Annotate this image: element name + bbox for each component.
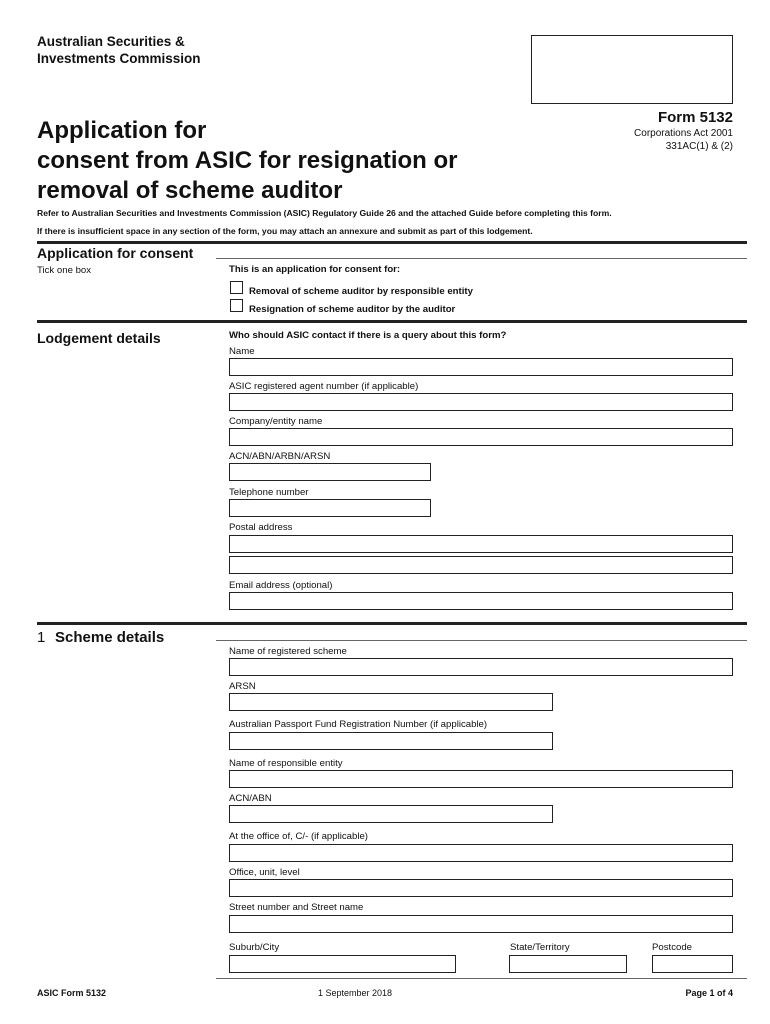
name-label: Name: [229, 346, 255, 357]
acn-label: ACN/ABN/ARBN/ARSN: [229, 451, 331, 462]
footer-form-code: ASIC Form 5132: [37, 988, 107, 998]
postal-label: Postal address: [229, 522, 293, 533]
email-input[interactable]: [229, 592, 733, 610]
agent-number-label: ASIC registered agent number (if applicable): [229, 381, 419, 392]
company-label: Company/entity name: [229, 416, 323, 427]
section-number: 1: [37, 629, 46, 646]
acn-abn-input[interactable]: [229, 805, 553, 823]
resignation-checkbox[interactable]: [230, 299, 243, 312]
footer-page-number: Page 1 of 4: [685, 988, 733, 998]
agent-number-input[interactable]: [229, 393, 733, 411]
form-title: Application for consent from ASIC for resignation or removal of scheme auditor: [37, 117, 458, 204]
postcode-label: Postcode: [652, 942, 693, 953]
scheme-name-input[interactable]: [229, 658, 733, 676]
field-divider: [216, 978, 747, 979]
responsible-entity-input[interactable]: [229, 770, 733, 788]
suburb-label: Suburb/City: [229, 942, 280, 953]
guide-note: Refer to Australian Securities and Investments Commission (ASIC) Regulatory Guide 26 and the attached Guide before completing this form.: [37, 208, 612, 218]
form-number: Form 5132: [657, 109, 733, 126]
removal-checkbox[interactable]: [230, 281, 243, 294]
passport-label: Australian Passport Fund Registration Number (if applicable): [229, 719, 488, 730]
postcode-input[interactable]: [652, 955, 733, 973]
street-input[interactable]: [229, 915, 733, 933]
contact-prompt: Who should ASIC contact if there is a query about this form?: [229, 330, 507, 341]
responsible-entity-label: Name of responsible entity: [229, 758, 343, 769]
section-divider: [37, 241, 747, 244]
scheme-heading: Scheme details: [55, 629, 165, 646]
arsn-input[interactable]: [229, 693, 553, 711]
office-of-input[interactable]: [229, 844, 733, 862]
telephone-input[interactable]: [229, 499, 431, 517]
section-divider: [37, 320, 747, 323]
removal-option-label: Removal of scheme auditor by responsible entity: [249, 286, 473, 297]
consent-prompt: This is an application for consent for:: [229, 264, 401, 275]
annexure-note: If there is insufficient space in any section of the form, you may attach an annexure and submit as part of this lodgement.: [37, 226, 533, 236]
suburb-input[interactable]: [229, 955, 456, 973]
scheme-name-label: Name of registered scheme: [229, 646, 347, 657]
resignation-option-label: Resignation of scheme auditor by the auditor: [249, 304, 456, 315]
arsn-label: ARSN: [229, 681, 256, 692]
footer-date: 1 September 2018: [318, 988, 393, 998]
organisation-name: Australian Securities & Investments Commission: [37, 34, 201, 66]
lodgement-heading: Lodgement details: [37, 330, 161, 346]
telephone-label: Telephone number: [229, 487, 309, 498]
office-of-label: At the office of, C/- (if applicable): [229, 831, 368, 842]
acn-input[interactable]: [229, 463, 431, 481]
state-label: State/Territory: [510, 942, 570, 953]
office-unit-input[interactable]: [229, 879, 733, 897]
office-use-box: [531, 35, 733, 104]
contact-name-input[interactable]: [229, 358, 733, 376]
postal-address-input-line-2[interactable]: [229, 556, 733, 574]
legislation-reference: Corporations Act 2001 331AC(1) & (2): [634, 128, 733, 152]
postal-address-input-line-1[interactable]: [229, 535, 733, 553]
acn-abn-label: ACN/ABN: [229, 793, 272, 804]
tick-one-hint: Tick one box: [37, 265, 92, 276]
office-unit-label: Office, unit, level: [229, 867, 300, 878]
passport-number-input[interactable]: [229, 732, 553, 750]
state-input[interactable]: [509, 955, 627, 973]
company-name-input[interactable]: [229, 428, 733, 446]
consent-heading: Application for consent: [37, 245, 194, 261]
section-divider: [37, 622, 747, 625]
email-label: Email address (optional): [229, 580, 333, 591]
field-divider: [216, 640, 747, 641]
street-label: Street number and Street name: [229, 902, 364, 913]
field-divider: [216, 258, 747, 259]
